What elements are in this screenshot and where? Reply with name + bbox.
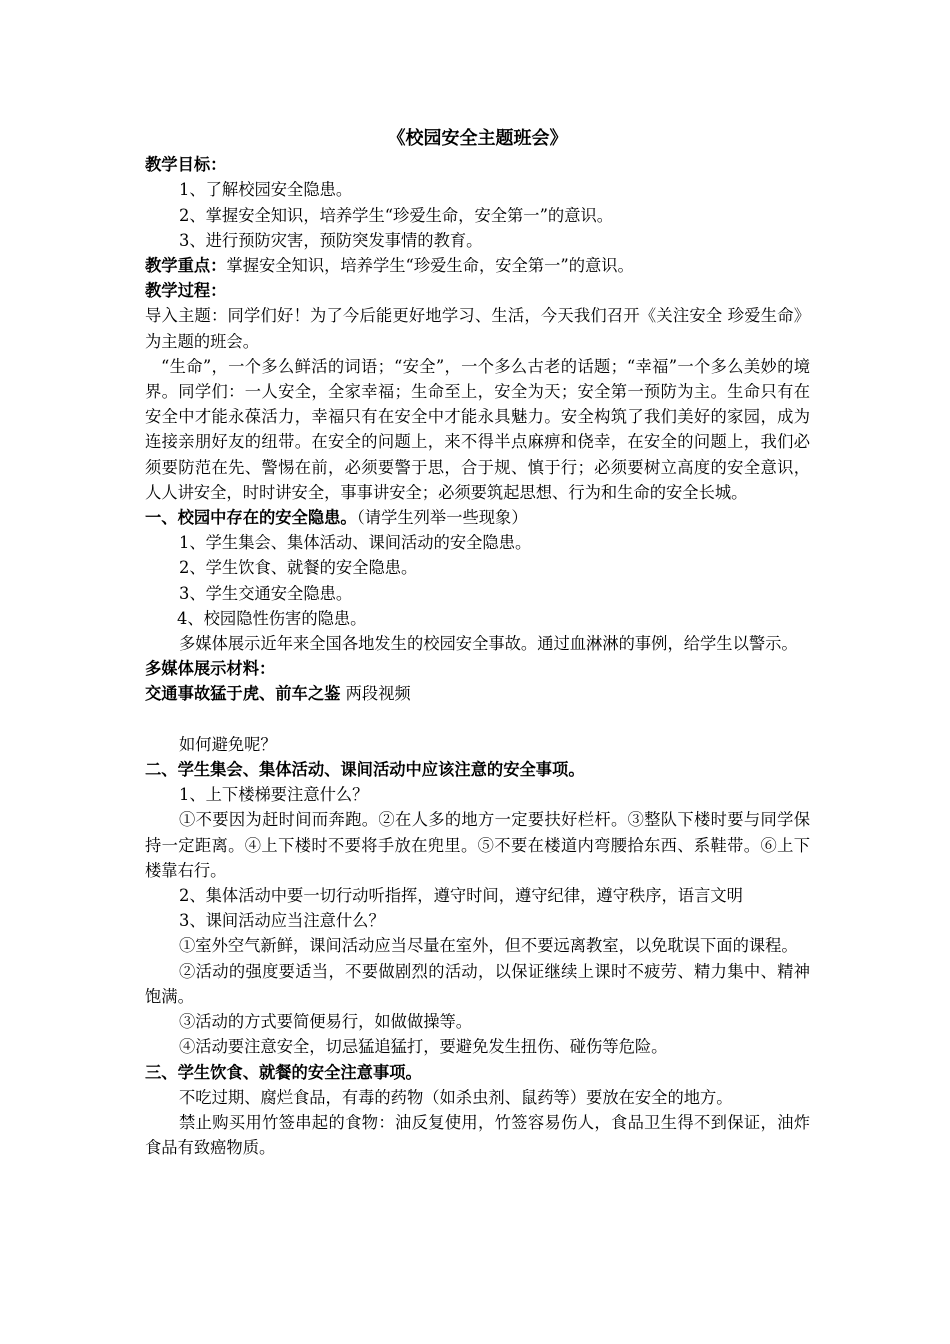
section2-a3-item: ①室外空气新鲜，课间活动应当尽量在室外，但不要远离教室，以免耽误下面的课程。 [179,936,798,956]
key-point [145,253,810,278]
section1-note: （请学生列举一些现象） [356,508,528,528]
section1-item: 1、学生集会、集体活动、课间活动的安全隐患。 [179,533,532,553]
objective-item: 2、掌握安全知识，培养学生“珍爱生命，安全第一”的意识。 [179,205,614,225]
section2-a3-item: ③活动的方式要简便易行，如做做操等。 [179,1012,473,1032]
section2-a3-item: ④活动要注意安全，切忌猛追猛打，要避免发生扭伤、碰伤等危险。 [179,1037,668,1057]
section1-media-text: 多媒体展示近年来全国各地发生的校园安全事故。通过血淋淋的事例，给学生以警示。 [179,634,798,654]
video-line [145,681,810,706]
section2-a3-item: ②活动的强度要适当，不要做剧烈的活动，以保证继续上课时不疲劳、精力集中、精神饱满。 [145,961,810,1006]
section3-item: 不吃过期、腐烂食品，有毒的药物（如杀虫剂、鼠药等）要放在安全的地方。 [179,1087,733,1107]
section2-q3: 3、课间活动应当注意什么？ [179,911,385,931]
section1-item: 4、校园隐性伤害的隐患。 [177,608,367,628]
document-page [145,126,810,1160]
process-intro: 导入主题：同学们好！为了今后能更好地学习、生活，今天我们召开《关注安全 珍爱生命》为主题的班会。 [145,306,810,351]
media-label: 多媒体展示材料： [145,659,276,679]
document-title: 《校园安全主题班会》 [387,128,568,149]
objectives-heading: 教学目标： [145,155,227,175]
section1-heading: 一、校园中存在的安全隐患。 [145,508,357,528]
key-point-text: 掌握安全知识，培养学生“珍爱生命，安全第一”的意识。 [226,256,634,276]
video-text: 两段视频 [340,684,411,704]
section1-item: 2、学生饮食、就餐的安全隐患。 [179,558,418,578]
section1-item: 3、学生交通安全隐患。 [179,583,353,603]
objective-item: 3、进行预防灾害，预防突发事情的教育。 [179,230,483,250]
section1-question: 如何避免呢？ [179,734,277,754]
section2-q2: 2、集体活动中要一切行动听指挥，遵守时间，遵守纪律，遵守秩序，语言文明 [179,886,743,906]
section2-q1: 1、上下楼梯要注意什么？ [179,785,369,805]
objective-item: 1、了解校园安全隐患。 [179,180,353,200]
key-point-label: 教学重点： [145,256,227,276]
blank-line [145,707,810,732]
video-title: 交通事故猛于虎、前车之鉴 [145,684,341,704]
section3-heading: 三、学生饮食、就餐的安全注意事项。 [145,1062,422,1082]
section1-heading-line [145,505,810,530]
section2-heading: 二、学生集会、集体活动、课间活动中应该注意的安全事项。 [145,760,585,780]
process-heading: 教学过程： [145,281,227,301]
process-paragraph: “生命”，一个多么鲜活的词语；“安全”，一个多么古老的话题；“幸福”一个多么美妙的境界。同学们：一人安全，全家幸福；生命至上，安全为天；安全第一预防为主。生命只有在安全中才能永葆活力，幸福只有在安全中才能永具魅力。安全构筑了我们美好的家园，成为连接亲朋好友的纽带。在安全的问题上，来不得半点麻痹和侥幸，在安全的问题上，我们必须要防范在先、警惕在前，必须要警于思，合于规、慎于行；必须要树立高度的安全意识，人人讲安全，时时讲安全，事事讲安全；必须要筑起思想、行为和生命的安全长城。 [145,356,810,502]
section2-a1: ①不要因为赶时间而奔跑。②在人多的地方一定要扶好栏杆。③整队下楼时要与同学保持一定距离。④上下楼时不要将手放在兜里。⑤不要在楼道内弯腰拾东西、系鞋带。⑥上下楼靠右行。 [145,810,810,880]
section3-item: 禁止购买用竹签串起的食物：油反复使用，竹签容易伤人，食品卫生得不到保证，油炸食品有致癌物质。 [145,1112,810,1158]
